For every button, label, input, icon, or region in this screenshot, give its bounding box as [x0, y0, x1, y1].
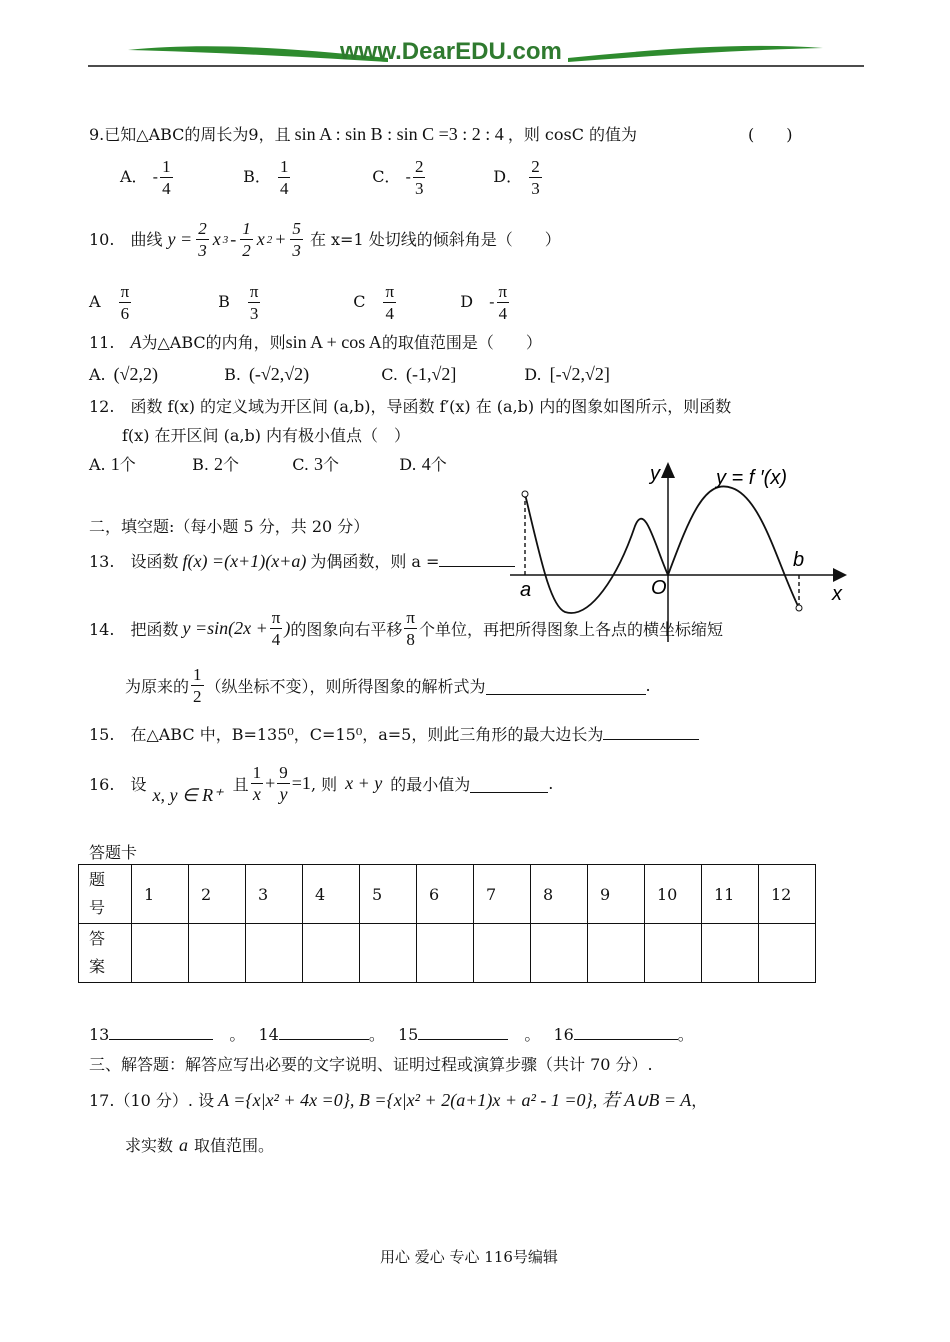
question-14-line2: 为原来的 $\frac{1}{2}$ （纵坐标不变），则所得图象的解析式为 .: [125, 665, 651, 706]
table-cell: 1: [132, 865, 189, 924]
table-row: [79, 865, 816, 924]
section-2-heading: 二，填空题:（每小题 5 分，共 20 分）: [89, 517, 370, 536]
option-c: C. 3个: [292, 454, 340, 474]
question-12-options: [89, 452, 447, 475]
answer-cell[interactable]: [474, 924, 531, 983]
table-row: [79, 924, 816, 983]
option-a: A. 1个: [89, 454, 136, 474]
option-d: D. [-√2,√2]: [524, 364, 610, 384]
answer-blank[interactable]: [603, 721, 699, 740]
section-3-heading: 三、解答题：解答应写出必要的文字说明、证明过程或演算步骤（共计 70 分）.: [89, 1055, 653, 1074]
answer-blank[interactable]: [486, 676, 646, 695]
question-13: 13. 设函数 f(x) =(x+1)(x+a) 为偶函数，则 a =: [89, 548, 515, 572]
question-10: 10. 曲线 y = $\frac{2}{3}$ x 3 - $\frac{1}{2}$ x 2 + $\frac{5}{3}$ 在 x=1 处切线的倾斜角是（ ）: [89, 219, 561, 260]
question-9-paren: ( ): [748, 125, 793, 144]
question-16: 16. 设 x, y ∈ R⁺ 且 $\frac{1}{x}$ + $\frac{9}{y}$ =1 , 则 x + y 的最小值为 .: [89, 763, 554, 805]
x-label: x: [832, 583, 842, 605]
answer-blank-15[interactable]: [418, 1021, 508, 1040]
curve-formula: y = $\frac{2}{3}$ x 3 - $\frac{1}{2}$ x 2 + $\frac{5}{3}$: [167, 219, 301, 260]
answer-cell[interactable]: [645, 924, 702, 983]
b-label: b: [793, 549, 805, 571]
question-11-options: [89, 364, 610, 385]
option-c: C． - $\frac{2}{3}$: [372, 157, 424, 198]
table-cell: 10: [645, 865, 702, 924]
answer-blank-13[interactable]: [109, 1021, 213, 1040]
origin-label: O: [651, 577, 667, 599]
table-cell: 7: [474, 865, 531, 924]
question-10-options: [89, 281, 511, 324]
table-cell: 2: [189, 865, 246, 924]
question-17: 17.（10 分）. 设 A ={x|x² + 4x =0}, B ={x|x² + 2(a+1)x + a² - 1 =0}, 若 A∪B = A，: [89, 1090, 708, 1110]
option-b: B． $\frac{1}{4}$: [243, 157, 289, 198]
option-a: A． - $\frac{1}{4}$: [120, 157, 171, 198]
row-header-question: 题号: [79, 865, 132, 924]
endpoint-b: [796, 605, 802, 611]
table-cell: 3: [246, 865, 303, 924]
question-15: 15. 在△ABC 中，B=135⁰，C=15⁰，a=5，则此三角形的最大边长为: [89, 721, 699, 745]
answer-cell[interactable]: [702, 924, 759, 983]
table-cell: 5: [360, 865, 417, 924]
table-cell: 8: [531, 865, 588, 924]
answer-cell[interactable]: [531, 924, 588, 983]
answer-cell[interactable]: [588, 924, 645, 983]
option-a: A $\frac{\pi}{6}$: [89, 282, 130, 323]
endpoint-a: [522, 491, 528, 497]
x-axis-arrow: [833, 568, 847, 582]
option-b: B. (-√2,√2): [224, 364, 310, 384]
row-header-answer: 答案: [79, 924, 132, 983]
table-cell: 4: [303, 865, 360, 924]
question-11: 11. A为△ABC的内角，则sin A + cos A的取值范围是（ ）: [89, 332, 542, 352]
func-label: y = f ′(x): [716, 467, 787, 489]
option-a: A. (√2,2): [89, 364, 159, 384]
option-b: B. 2个: [192, 454, 240, 474]
answer-blank[interactable]: [439, 548, 515, 567]
y-axis-arrow: [661, 462, 675, 478]
option-d: D. 4个: [399, 454, 447, 474]
answer-cell[interactable]: [759, 924, 816, 983]
question-9-options: [120, 156, 544, 199]
footer: 用心 爱心 专心 116号编辑: [380, 1248, 558, 1266]
option-d: D． $\frac{2}{3}$: [493, 157, 540, 198]
answer-blank-16[interactable]: [574, 1021, 678, 1040]
table-cell: 12: [759, 865, 816, 924]
fill-answer-line: 13 。 14 。 15 。 16 。: [89, 1021, 694, 1045]
option-d: D - $\frac{\pi}{4}$: [460, 282, 508, 323]
answer-cell[interactable]: [189, 924, 246, 983]
answer-cell[interactable]: [246, 924, 303, 983]
option-c: C $\frac{\pi}{4}$: [353, 282, 395, 323]
y-label: y: [650, 463, 660, 485]
question-9: 9.已知△ABC的周长为9，且 sin A : sin B : sin C =3 : 2 : 4 ，则 cosC 的值为: [89, 124, 638, 144]
answer-cell[interactable]: [303, 924, 360, 983]
answer-cell[interactable]: [360, 924, 417, 983]
answer-cell[interactable]: [417, 924, 474, 983]
header-logo[interactable]: www.DearEDU.com: [340, 38, 562, 65]
question-12-line1: 12. 函数 f(x) 的定义域为开区间 (a,b)，导函数 f′(x) 在 (a,b) 内的图象如图所示，则函数: [89, 397, 732, 416]
table-cell: 11: [702, 865, 759, 924]
option-c: C. (-1,√2]: [381, 364, 457, 384]
option-b: B $\frac{\pi}{3}$: [218, 282, 259, 323]
answer-blank-14[interactable]: [279, 1021, 369, 1040]
table-cell: 9: [588, 865, 645, 924]
answer-cell[interactable]: [132, 924, 189, 983]
question-14: 14. 把函数 y =sin(2x + $\frac{\pi}{4}$ ) 的图象向右平移 $\frac{\pi}{8}$ 个单位，再把所得图象上各点的横坐标缩短: [89, 608, 723, 649]
table-cell: 6: [417, 865, 474, 924]
a-label: a: [520, 579, 532, 601]
question-12-line2: f(x) 在开区间 (a,b) 内有极小值点（ ）: [122, 426, 411, 445]
answer-card-title: 答题卡: [89, 843, 138, 862]
question-17-line2: 求实数 a 取值范围。: [125, 1135, 275, 1155]
answer-blank[interactable]: [470, 774, 548, 793]
answer-card-table: [78, 864, 816, 983]
